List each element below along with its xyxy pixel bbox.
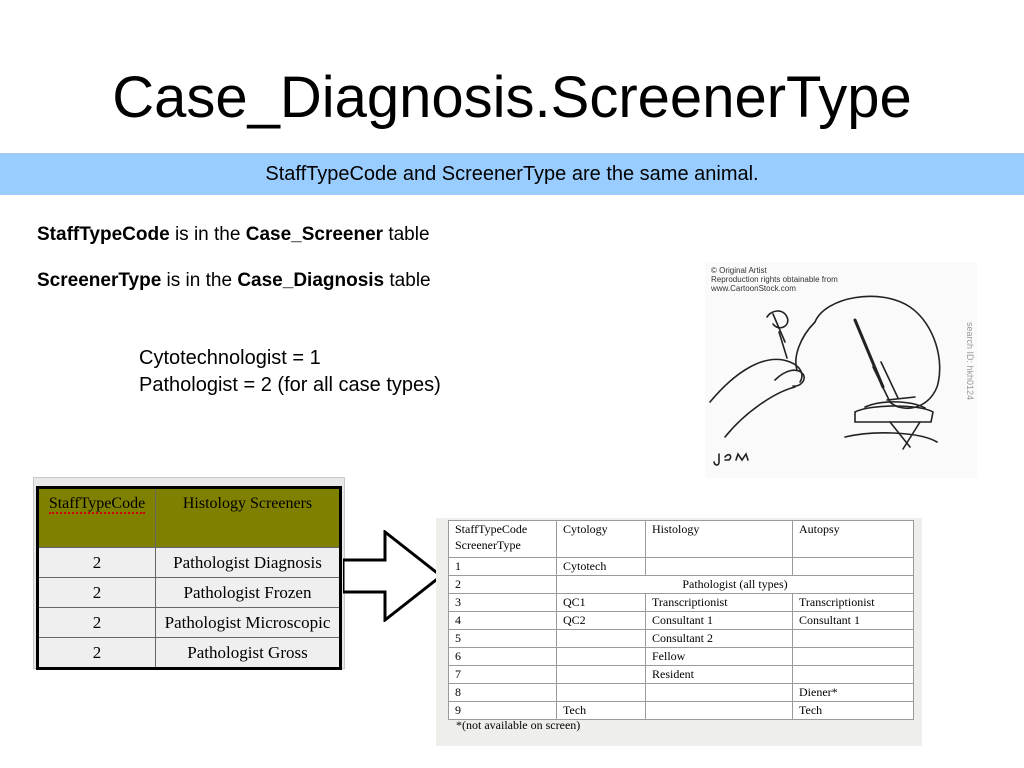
table-cell: 2 <box>38 608 156 638</box>
table-row <box>449 648 914 666</box>
table-row <box>38 548 341 578</box>
header-screener-type: ScreenerType <box>455 538 521 552</box>
table-cell: Cytotech <box>557 558 646 576</box>
text: is in the <box>161 270 238 291</box>
table-cell: 9 <box>449 702 557 720</box>
header-cell: Cytology <box>557 521 646 558</box>
table-cell: Resident <box>646 666 793 684</box>
table-cell <box>793 666 914 684</box>
table-cell: Pathologist Diagnosis <box>156 548 341 578</box>
table-cell: 1 <box>449 558 557 576</box>
table-row <box>449 558 914 576</box>
text: is in the <box>169 224 246 245</box>
text: table <box>384 270 431 291</box>
cartoon-search-id: search ID: hkh0124 <box>965 322 975 401</box>
table-cell <box>557 630 646 648</box>
screener-type-note <box>37 270 431 292</box>
table-cell <box>646 702 793 720</box>
table-row <box>449 576 914 594</box>
header-staff-type-code: StaffTypeCode <box>455 522 528 536</box>
bold-table: Case_Screener <box>245 224 384 245</box>
table-header-row <box>449 521 914 558</box>
table-row <box>449 594 914 612</box>
subtitle-banner: StaffTypeCode and ScreenerType are the same animal. <box>0 153 1024 195</box>
table-cell: 2 <box>38 578 156 608</box>
credit-line: www.CartoonStock.com <box>711 284 796 293</box>
table-cell <box>793 630 914 648</box>
table-cell: Transcriptionist <box>646 594 793 612</box>
table-row <box>449 630 914 648</box>
header-cell: Histology <box>646 521 793 558</box>
table-cell: Consultant 1 <box>646 612 793 630</box>
credit-line: Reproduction rights obtainable from <box>711 275 838 284</box>
table-cell: 5 <box>449 630 557 648</box>
cartoon-image <box>705 262 977 478</box>
table-cell: 2 <box>38 638 156 669</box>
table-cell-merged: Pathologist (all types) <box>557 576 914 594</box>
table-cell: Pathologist Gross <box>156 638 341 669</box>
histology-screeners-table <box>36 486 342 670</box>
code-pathologist: Pathologist = 2 (for all case types) <box>139 374 441 396</box>
table-cell <box>793 558 914 576</box>
table-cell <box>557 666 646 684</box>
table-header-row <box>38 488 341 548</box>
table-cell: 3 <box>449 594 557 612</box>
table-cell: 8 <box>449 684 557 702</box>
bold-term: ScreenerType <box>37 270 162 291</box>
table-cell: 2 <box>38 548 156 578</box>
table-cell <box>793 648 914 666</box>
header-cell <box>449 521 557 558</box>
table-cell: Diener* <box>793 684 914 702</box>
header-staff-type-code: StaffTypeCode <box>48 495 146 512</box>
screener-type-table-panel <box>436 518 922 746</box>
right-arrow-icon <box>343 530 445 622</box>
table-cell: Pathologist Frozen <box>156 578 341 608</box>
screener-type-table <box>448 520 914 720</box>
table-cell <box>646 558 793 576</box>
staff-type-code-note <box>37 224 430 246</box>
table-row <box>38 578 341 608</box>
header-cell: Autopsy <box>793 521 914 558</box>
table-cell: 2 <box>449 576 557 594</box>
bold-term: StaffTypeCode <box>37 224 170 245</box>
text: table <box>383 224 430 245</box>
cartoon-credit <box>711 266 838 293</box>
table-cell: 7 <box>449 666 557 684</box>
table-cell: QC1 <box>557 594 646 612</box>
slide-title: Case_Diagnosis.ScreenerType <box>112 65 912 130</box>
table-cell <box>557 648 646 666</box>
table-row <box>449 666 914 684</box>
table-cell: Tech <box>557 702 646 720</box>
table-cell: Transcriptionist <box>793 594 914 612</box>
header-cell: Histology Screeners <box>156 488 341 548</box>
table-cell: 4 <box>449 612 557 630</box>
bold-table: Case_Diagnosis <box>237 270 385 291</box>
table-footnote: *(not available on screen) <box>456 718 581 732</box>
table-row <box>449 702 914 720</box>
table-cell: Consultant 2 <box>646 630 793 648</box>
table-cell <box>557 684 646 702</box>
table-cell: Tech <box>793 702 914 720</box>
header-cell <box>38 488 156 548</box>
microscope-cartoon-drawing <box>705 262 977 478</box>
table-cell: Consultant 1 <box>793 612 914 630</box>
table-cell: Fellow <box>646 648 793 666</box>
code-cytotechnologist: Cytotechnologist = 1 <box>139 347 321 369</box>
credit-line: © Original Artist <box>711 266 767 275</box>
table-row <box>38 638 341 669</box>
table-cell: 6 <box>449 648 557 666</box>
table-row <box>449 684 914 702</box>
table-cell: QC2 <box>557 612 646 630</box>
table-cell: Pathologist Microscopic <box>156 608 341 638</box>
table-row <box>38 608 341 638</box>
histology-screeners-table-panel <box>33 477 345 669</box>
code-values <box>139 345 441 399</box>
table-cell <box>646 684 793 702</box>
table-row <box>449 612 914 630</box>
